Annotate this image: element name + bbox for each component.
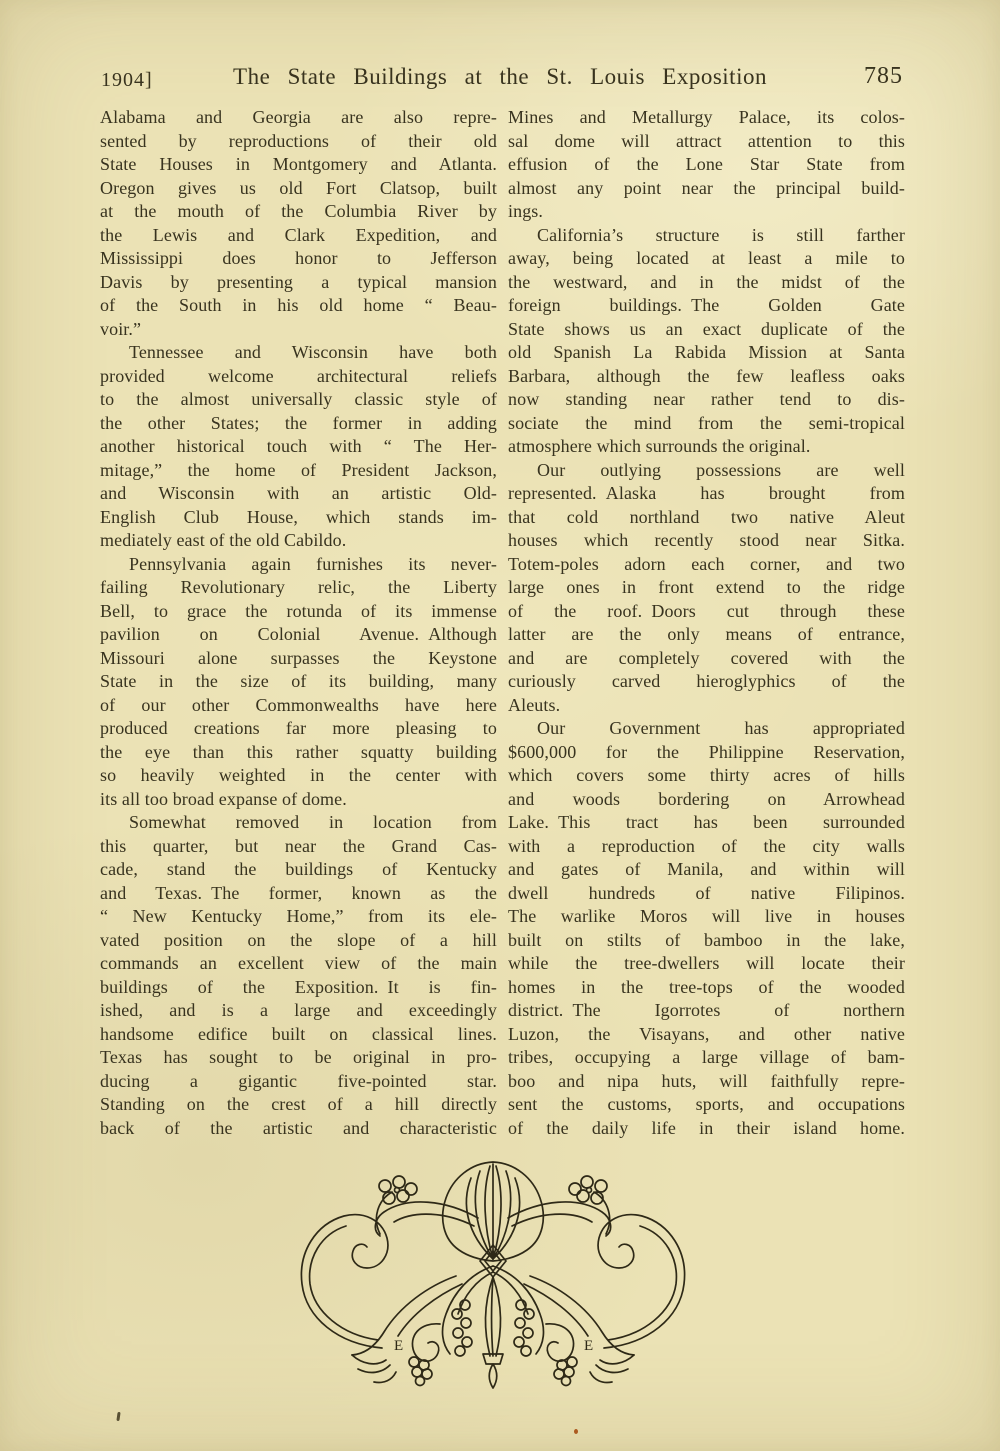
text-line: and Wisconsin with an artistic Old-: [100, 483, 497, 503]
text-column-right: [508, 106, 905, 1140]
engraver-initial-left: E: [394, 1338, 404, 1354]
text-line: Mines and Metallurgy Palace, its colos-: [508, 107, 905, 127]
text-line: another historical touch with “ The Her-: [100, 436, 497, 456]
text-line: the eye than this rather squatty building: [100, 741, 497, 762]
text-line: tribes, occupying a large village of bam-: [508, 1047, 905, 1067]
text-line: sented by reproductions of their old: [100, 130, 497, 151]
text-line: with a reproduction of the city walls: [508, 835, 905, 856]
text-line: dwell hundreds of native Filipinos.: [508, 882, 905, 903]
text-line: produced creations far more pleasing to: [100, 718, 497, 738]
text-line: its all too broad expanse of dome.: [100, 788, 347, 809]
running-header: [0, 62, 1000, 96]
text-line: of the daily life in their island home.: [508, 1117, 905, 1138]
text-line: Bell, to grace the rotunda of its immense: [100, 600, 497, 621]
text-line: mitage,” the home of President Jackson,: [100, 459, 497, 480]
text-line: $600,000 for the Philippine Reservation,: [508, 741, 905, 762]
text-line: and woods bordering on Arrowhead: [508, 788, 905, 809]
text-line: ished, and is a large and exceedingly: [100, 1000, 497, 1020]
text-line: Lake. This tract has been surrounded: [508, 812, 905, 832]
text-line: failing Revolutionary relic, the Liberty: [100, 577, 497, 597]
ornament-side-scrolls: [301, 1176, 478, 1386]
text-line: sent the customs, sports, and occupations: [508, 1094, 905, 1114]
text-line: handsome edifice built on classical lines.: [100, 1023, 497, 1044]
text-line: Totem-poles adorn each corner, and two: [508, 553, 905, 574]
text-line: Somewhat removed in location from: [129, 812, 497, 832]
text-line: boo and nipa huts, will faithfully repre-: [508, 1070, 905, 1091]
text-line: large ones in front extend to the ridge: [508, 577, 905, 597]
text-line: Aleuts.: [508, 694, 561, 715]
text-line: Pennsylvania again furnishes its never-: [129, 553, 497, 574]
text-line: houses which recently stood near Sitka.: [508, 530, 905, 550]
page-title: The State Buildings at the St. Louis Exposition: [233, 64, 767, 89]
text-line: ings.: [508, 201, 544, 221]
paper-speck: [116, 1412, 120, 1421]
text-line: and gates of Manila, and within will: [508, 859, 905, 879]
text-line: of the roof. Doors cut through these: [508, 600, 905, 621]
text-line: and Texas. The former, known as the: [100, 882, 497, 903]
text-line: State shows us an exact duplicate of the: [508, 318, 905, 339]
text-line: provided welcome architectural reliefs: [100, 365, 497, 386]
text-line: now standing near rather tend to dis-: [508, 389, 905, 409]
header-year: 1904]: [101, 69, 153, 91]
text-line: of the South in his old home “ Beau-: [100, 295, 497, 315]
text-line: Tennessee and Wisconsin have both: [129, 342, 497, 362]
text-line: California’s structure is still farther: [537, 224, 905, 245]
text-line: “ New Kentucky Home,” from its ele-: [100, 906, 497, 926]
paragraph: [100, 553, 497, 812]
text-line: effusion of the Lone Star State from: [508, 154, 905, 174]
text-line: Missouri alone surpasses the Keystone: [100, 647, 497, 668]
text-line: mediately east of the old Cabildo.: [100, 530, 347, 550]
text-line: that cold northland two native Aleut: [508, 506, 905, 527]
text-line: built on stilts of bamboo in the lake,: [508, 929, 905, 950]
paper-speck: [574, 1429, 578, 1434]
text-line: Our Government has appropriated: [537, 718, 905, 738]
text-line: The warlike Moros will live in houses: [508, 906, 905, 926]
engraver-initial-right: E: [584, 1338, 594, 1354]
text-line: sal dome will attract attention to this: [508, 130, 905, 151]
text-line: voir.”: [100, 318, 142, 339]
text-line: vated position on the slope of a hill: [100, 929, 497, 950]
text-line: Luzon, the Visayans, and other native: [508, 1023, 905, 1044]
paragraph: [508, 459, 905, 718]
text-column-left: [100, 106, 497, 1140]
text-line: almost any point near the principal build-: [508, 177, 905, 198]
text-line: which covers some thirty acres of hills: [508, 765, 905, 785]
text-line: Texas has sought to be original in pro-: [100, 1047, 497, 1067]
paragraph: [508, 106, 905, 224]
text-line: of our other Commonwealths have here: [100, 694, 497, 715]
page-number: 785: [864, 63, 903, 89]
text-line: to the almost universally classic style of: [100, 389, 497, 409]
text-line: at the mouth of the Columbia River by: [100, 201, 497, 221]
text-line: Barbara, although the few leafless oaks: [508, 365, 905, 386]
text-line: Standing on the crest of a hill directly: [100, 1094, 497, 1114]
paragraph: [100, 811, 497, 1140]
text-line: English Club House, which stands im-: [100, 506, 497, 527]
text-line: Oregon gives us old Fort Clatsop, built: [100, 177, 497, 198]
text-line: the other States; the former in adding: [100, 412, 497, 433]
paragraph: [100, 106, 497, 341]
text-line: this quarter, but near the Grand Cas-: [100, 835, 497, 856]
text-line: Davis by presenting a typical mansion: [100, 271, 497, 292]
text-line: old Spanish La Rabida Mission at Santa: [508, 342, 905, 362]
text-line: Our outlying possessions are well: [537, 459, 905, 480]
text-line: cade, stand the buildings of Kentucky: [100, 859, 497, 879]
text-line: district. The Igorrotes of northern: [508, 1000, 905, 1020]
text-line: buildings of the Exposition. It is fin-: [100, 976, 497, 997]
paragraph: [508, 717, 905, 1140]
text-line: atmosphere which surrounds the original.: [508, 436, 811, 456]
text-line: foreign buildings. The Golden Gate: [508, 295, 905, 315]
text-line: sociate the mind from the semi-tropical: [508, 412, 905, 433]
text-line: ducing a gigantic five-pointed star.: [100, 1070, 497, 1091]
text-line: pavilion on Colonial Avenue. Although: [100, 624, 497, 644]
text-line: while the tree-dwellers will locate their: [508, 953, 905, 973]
text-line: back of the artistic and characteristic: [100, 1117, 497, 1138]
text-line: Alabama and Georgia are also repre-: [100, 107, 497, 127]
text-line: homes in the tree-tops of the wooded: [508, 976, 905, 997]
text-line: and are completely covered with the: [508, 647, 905, 668]
paragraph: [100, 341, 497, 553]
ornament-center-palmette: [443, 1162, 544, 1388]
text-line: curiously carved hieroglyphics of the: [508, 671, 905, 691]
text-line: State Houses in Montgomery and Atlanta.: [100, 154, 497, 174]
article-body: [100, 106, 905, 1140]
text-line: State in the size of its building, many: [100, 671, 497, 691]
text-line: represented. Alaska has brought from: [508, 483, 905, 503]
text-line: commands an excellent view of the main: [100, 953, 497, 973]
paragraph: [508, 224, 905, 459]
text-line: latter are the only means of entrance,: [508, 624, 905, 644]
text-line: Mississippi does honor to Jefferson: [100, 248, 497, 268]
text-line: the Lewis and Clark Expedition, and: [100, 224, 497, 245]
text-line: so heavily weighted in the center with: [100, 765, 497, 785]
text-line: the westward, and in the midst of the: [508, 271, 905, 292]
text-line: away, being located at least a mile to: [508, 248, 905, 268]
tailpiece-ornament: [278, 1156, 708, 1401]
